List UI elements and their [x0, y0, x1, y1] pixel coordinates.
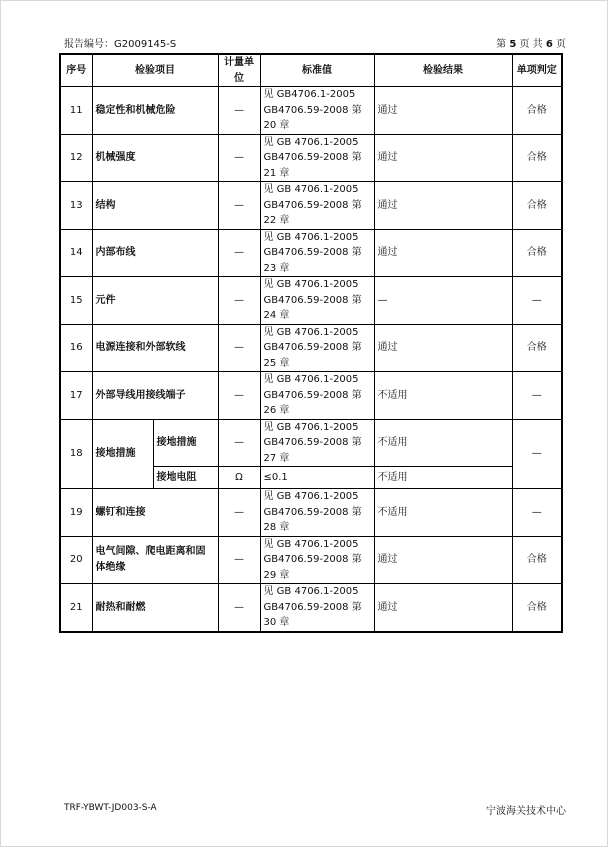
table-row-grounding — [60, 419, 562, 467]
verdict-cell: — — [512, 489, 562, 537]
unit-cell: — — [218, 229, 260, 277]
unit-cell: — — [218, 134, 260, 182]
result-cell: 通过 — [374, 584, 512, 632]
verdict-cell: 合格 — [512, 324, 562, 372]
verdict-cell: — — [512, 277, 562, 325]
result-cell: 通过 — [374, 229, 512, 277]
verdict-cell: 合格 — [512, 584, 562, 632]
table-body — [60, 87, 562, 632]
unit-cell: — — [218, 277, 260, 325]
seq-cell: 15 — [60, 277, 92, 325]
seq-cell: 14 — [60, 229, 92, 277]
item-cell: 机械强度 — [92, 134, 218, 182]
standard-cell: 见 GB 4706.1-2005 GB4706.59-2008 第 30 章 — [260, 584, 374, 632]
col-unit-header: 计量单位 — [218, 54, 260, 87]
standard-cell: 见 GB 4706.1-2005 GB4706.59-2008 第 22 章 — [260, 182, 374, 230]
item-cell: 电气间隙、爬电距离和固体绝缘 — [92, 536, 218, 584]
table-row — [60, 489, 562, 537]
standard-cell: 见 GB 4706.1-2005 GB4706.59-2008 第 26 章 — [260, 372, 374, 420]
seq-cell: 19 — [60, 489, 92, 537]
standard-cell: 见 GB 4706.1-2005 GB4706.59-2008 第 29 章 — [260, 536, 374, 584]
verdict-cell: — — [512, 419, 562, 489]
result-cell: 通过 — [374, 324, 512, 372]
table-row — [60, 134, 562, 182]
standard-cell: ≤0.1 — [260, 467, 374, 489]
col-item-header: 检验项目 — [92, 54, 218, 87]
table-row — [60, 229, 562, 277]
item-cell: 接地措施 — [92, 419, 153, 489]
item-cell: 内部布线 — [92, 229, 218, 277]
unit-cell: Ω — [218, 467, 260, 489]
unit-cell: — — [218, 536, 260, 584]
table-row — [60, 324, 562, 372]
col-seq-header: 序号 — [60, 54, 92, 87]
item-cell: 外部导线用接线端子 — [92, 372, 218, 420]
inspection-table — [59, 53, 563, 633]
seq-cell: 18 — [60, 419, 92, 489]
seq-cell: 13 — [60, 182, 92, 230]
unit-cell: — — [218, 584, 260, 632]
seq-cell: 20 — [60, 536, 92, 584]
verdict-cell: 合格 — [512, 182, 562, 230]
table-row — [60, 182, 562, 230]
standard-cell: 见 GB 4706.1-2005 GB4706.59-2008 第 24 章 — [260, 277, 374, 325]
seq-cell: 17 — [60, 372, 92, 420]
standard-cell: 见 GB 4706.1-2005 GB4706.59-2008 第 21 章 — [260, 134, 374, 182]
seq-cell: 11 — [60, 87, 92, 135]
item-cell: 稳定性和机械危险 — [92, 87, 218, 135]
unit-cell: — — [218, 87, 260, 135]
result-cell: 通过 — [374, 87, 512, 135]
result-cell: 不适用 — [374, 467, 512, 489]
verdict-cell: — — [512, 372, 562, 420]
result-cell: 通过 — [374, 182, 512, 230]
result-cell: — — [374, 277, 512, 325]
table-header-row — [60, 54, 562, 87]
organization-name: 宁波海关技术中心 — [486, 806, 566, 817]
item-cell: 螺钉和连接 — [92, 489, 218, 537]
seq-cell: 12 — [60, 134, 92, 182]
standard-cell: 见 GB 4706.1-2005 GB4706.59-2008 第 25 章 — [260, 324, 374, 372]
item-cell: 元件 — [92, 277, 218, 325]
form-code: TRF-YBWT-JD003-S-A — [64, 803, 157, 813]
seq-cell: 21 — [60, 584, 92, 632]
standard-cell: 见 GB 4706.1-2005 GB4706.59-2008 第 27 章 — [260, 419, 374, 467]
result-cell: 不适用 — [374, 419, 512, 467]
standard-cell: 见 GB4706.1-2005 GB4706.59-2008 第 20 章 — [260, 87, 374, 135]
col-verdict-header: 单项判定 — [512, 54, 562, 87]
result-cell: 不适用 — [374, 372, 512, 420]
table-row — [60, 536, 562, 584]
unit-cell: — — [218, 489, 260, 537]
seq-cell: 16 — [60, 324, 92, 372]
table-row — [60, 584, 562, 632]
verdict-cell: 合格 — [512, 87, 562, 135]
result-cell: 通过 — [374, 134, 512, 182]
unit-cell: — — [218, 419, 260, 467]
item-cell: 电源连接和外部软线 — [92, 324, 218, 372]
table-row — [60, 277, 562, 325]
col-result-header: 检验结果 — [374, 54, 512, 87]
verdict-cell: 合格 — [512, 536, 562, 584]
report-number: 报告编号：G2009145-S — [64, 39, 177, 50]
table-row — [60, 372, 562, 420]
standard-cell: 见 GB 4706.1-2005 GB4706.59-2008 第 23 章 — [260, 229, 374, 277]
unit-cell: — — [218, 324, 260, 372]
verdict-cell: 合格 — [512, 229, 562, 277]
unit-cell: — — [218, 182, 260, 230]
item-cell: 耐热和耐燃 — [92, 584, 218, 632]
verdict-cell: 合格 — [512, 134, 562, 182]
unit-cell: — — [218, 372, 260, 420]
table-row — [60, 87, 562, 135]
subitem-cell: 接地措施 — [153, 419, 218, 467]
page-total: 6 — [545, 39, 553, 50]
subitem-cell: 接地电阻 — [153, 467, 218, 489]
standard-cell: 见 GB 4706.1-2005 GB4706.59-2008 第 28 章 — [260, 489, 374, 537]
col-standard-header: 标准值 — [260, 54, 374, 87]
item-cell: 结构 — [92, 182, 218, 230]
page-current: 5 — [509, 39, 517, 50]
page-indicator: 第 5 页 共 6 页 — [496, 39, 566, 50]
result-cell: 通过 — [374, 536, 512, 584]
result-cell: 不适用 — [374, 489, 512, 537]
